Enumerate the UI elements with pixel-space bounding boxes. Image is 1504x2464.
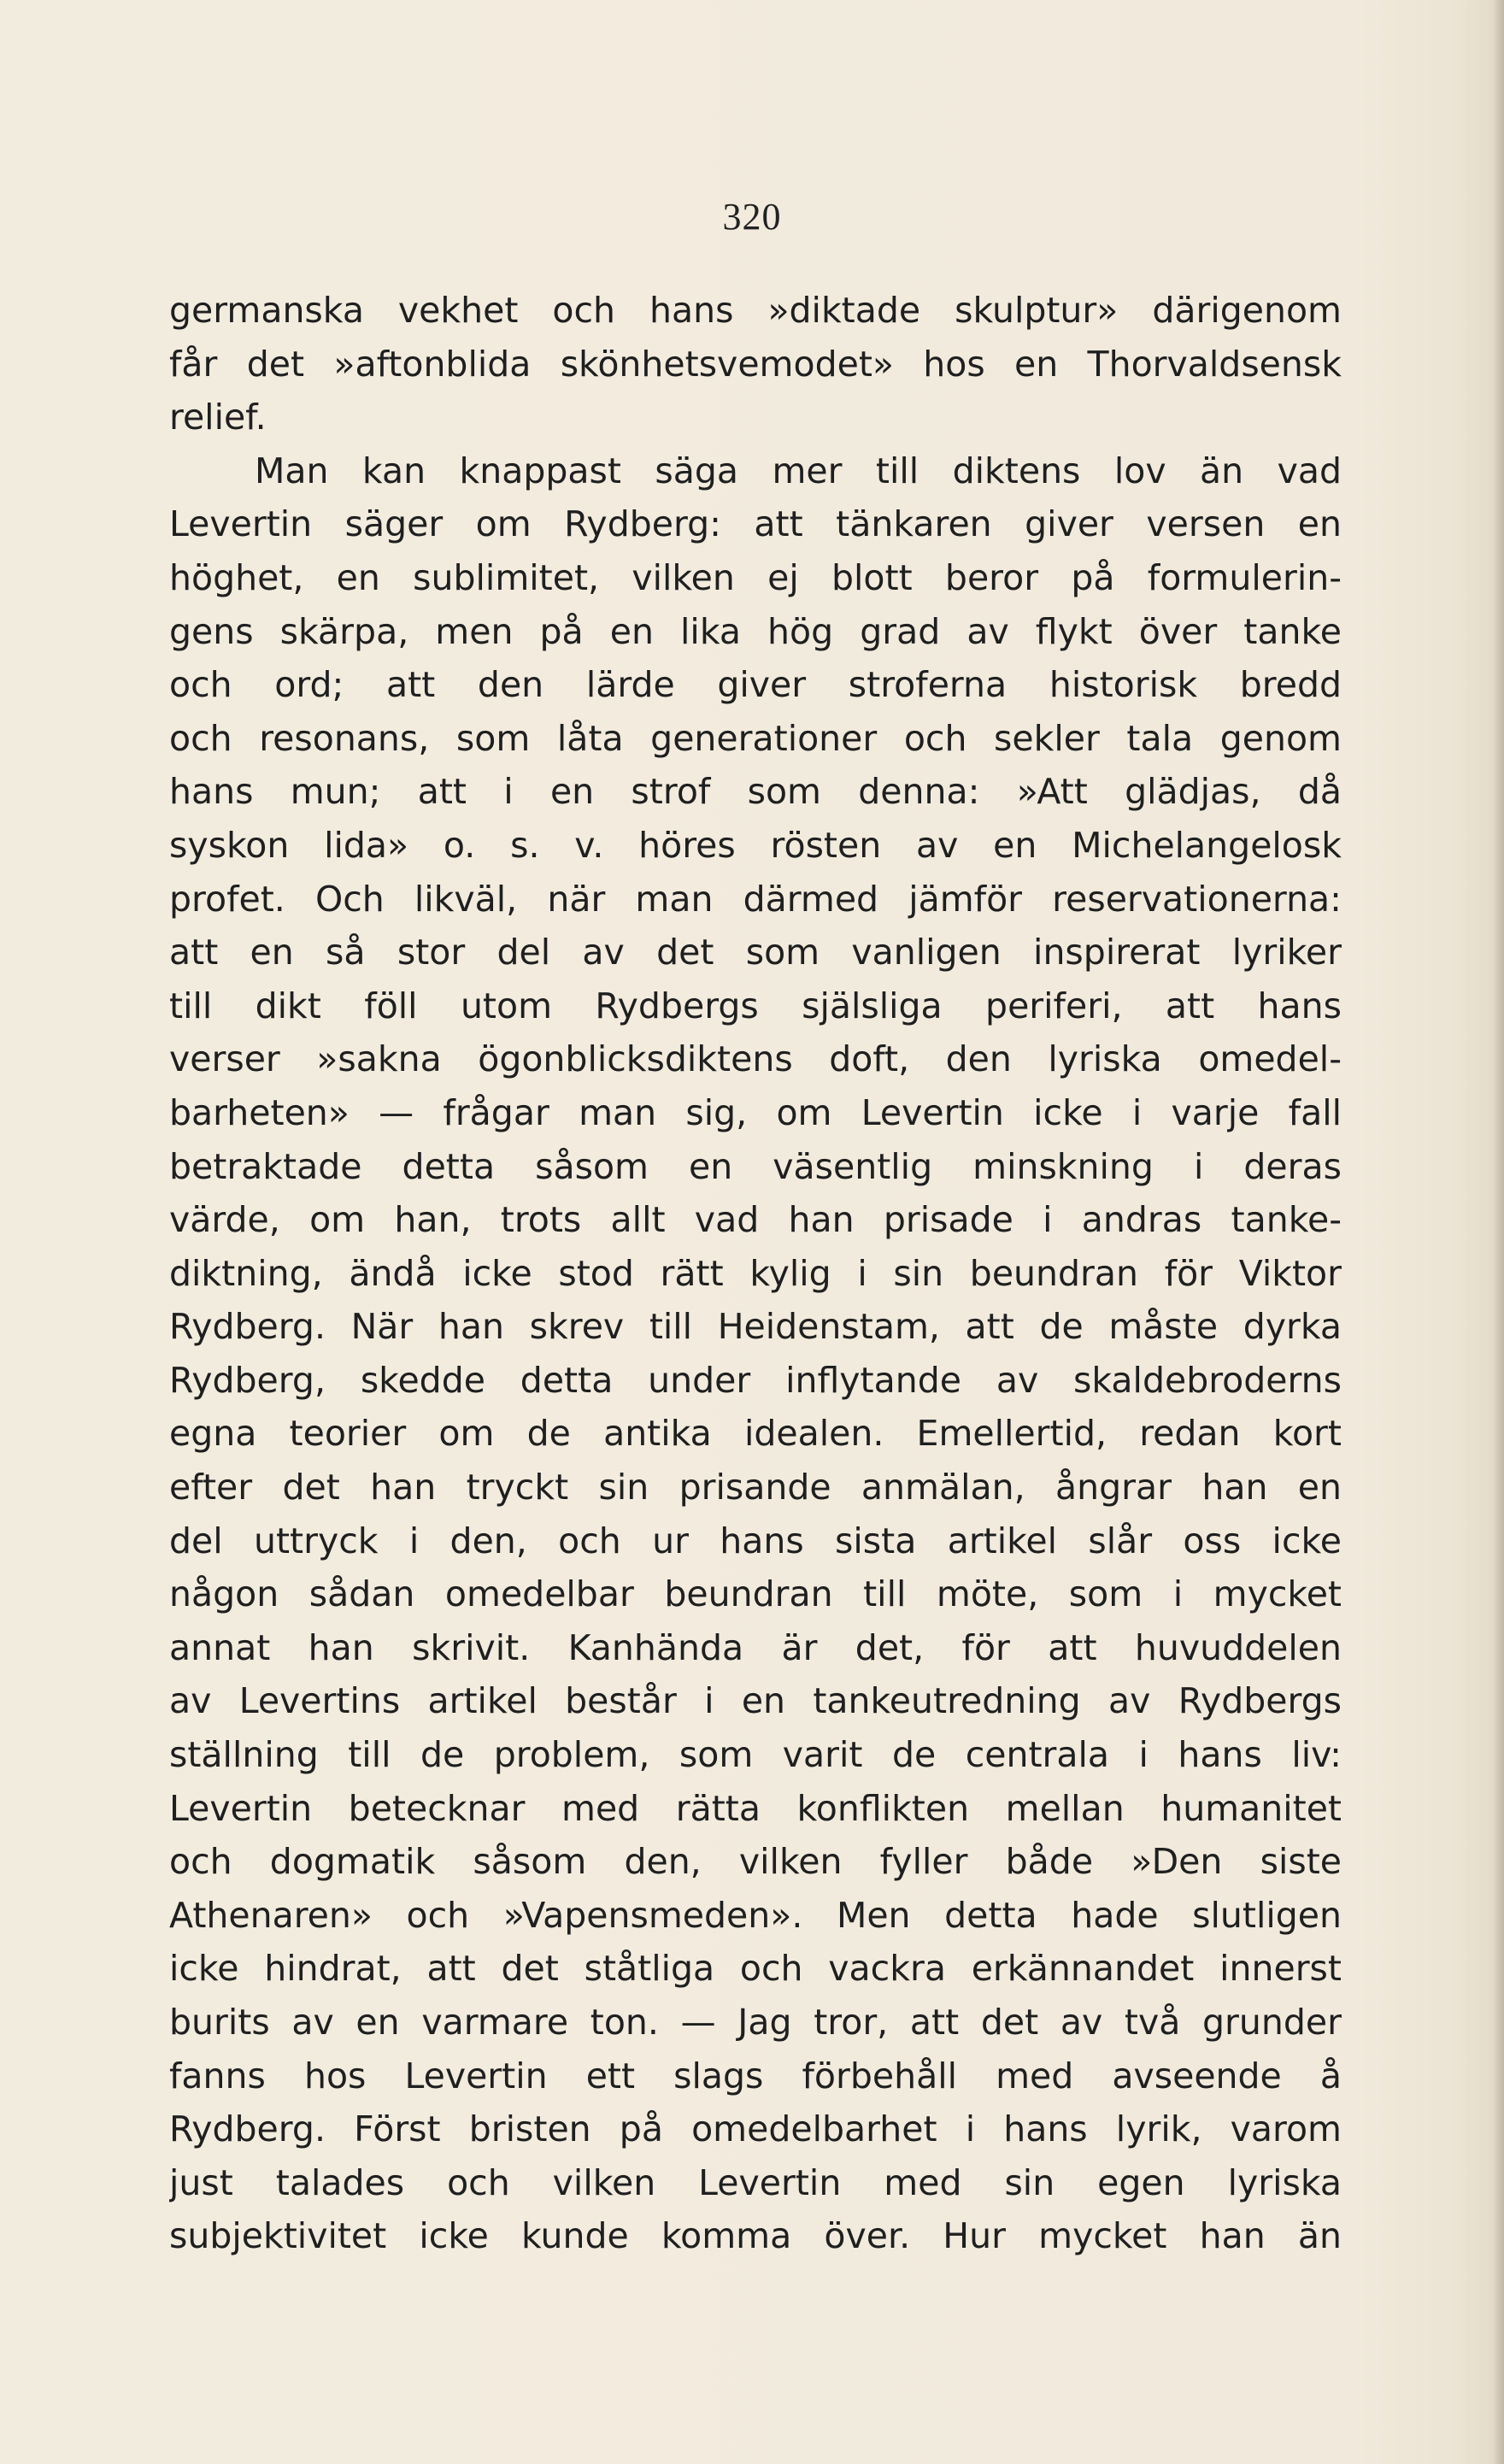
text-line: subjektivitet icke kunde komma över. Hur mycket han än	[169, 2215, 1342, 2257]
text-line: Man kan knappast säga mer till diktens lov än vad	[255, 450, 1342, 491]
text-line: Rydberg, skedde detta under inflytande av skaldebroderns	[169, 1359, 1342, 1401]
text-line: barheten» — frågar man sig, om Levertin icke i varje fall	[169, 1091, 1342, 1133]
text-line: annat han skrivit. Kanhända är det, för att huvuddelen	[169, 1626, 1342, 1668]
text-line: hans mun; att i en strof som denna: »Att glädjas, då	[169, 771, 1342, 813]
text-line: burits av en varmare ton. — Jag tror, att det av två grunder	[169, 2002, 1342, 2043]
text-line: höghet, en sublimitet, vilken ej blott beror på formulerin-	[169, 556, 1342, 598]
text-line: till dikt föll utom Rydbergs själsliga periferi, att hans	[169, 985, 1342, 1026]
body-text	[169, 284, 1342, 2263]
text-line: av Levertins artikel består i en tankeutredning av Rydbergs	[169, 1680, 1342, 1722]
text-line: att en så stor del av det som vanligen inspirerat lyriker	[169, 932, 1342, 973]
text-line: relief.	[169, 397, 267, 438]
text-line: någon sådan omedelbar beundran till möte, som i mycket	[169, 1573, 1342, 1615]
text-line: just talades och vilken Levertin med sin egen lyriska	[169, 2161, 1342, 2203]
text-line: värde, om han, trots allt vad han prisade i andras tanke-	[169, 1199, 1342, 1241]
text-line: gens skärpa, men på en lika hög grad av flykt över tanke	[169, 610, 1342, 652]
text-line: profet. Och likväl, när man därmed jämför reservationerna:	[169, 878, 1342, 920]
text-line: fanns hos Levertin ett slags förbehåll med avseende å	[169, 2055, 1342, 2096]
text-line: Rydberg. När han skrev till Heidenstam, att de måste dyrka	[169, 1306, 1342, 1348]
text-line: och dogmatik såsom den, vilken fyller både »Den siste	[169, 1841, 1342, 1883]
text-line: diktning, ändå icke stod rätt kylig i sin beundran för Viktor	[169, 1252, 1342, 1294]
text-line: Levertin betecknar med rätta konflikten mellan humanitet	[169, 1787, 1342, 1829]
page-number: 320	[722, 196, 782, 238]
text-line: icke hindrat, att det ståtliga och vackra erkännandet innerst	[169, 1948, 1342, 1990]
text-line: får det »aftonblida skönhetsvemodet» hos en Thorvaldsensk	[169, 343, 1342, 385]
text-line: betraktade detta såsom en väsentlig minskning i deras	[169, 1145, 1342, 1187]
page-edge-shadow	[1492, 0, 1504, 2464]
text-line: Levertin säger om Rydberg: att tänkaren giver versen en	[169, 503, 1342, 545]
text-line: egna teorier om de antika idealen. Emellertid, redan kort	[169, 1413, 1342, 1455]
text-line: del uttryck i den, och ur hans sista artikel slår oss icke	[169, 1520, 1342, 1561]
text-line: ställning till de problem, som varit de centrala i hans liv:	[169, 1734, 1342, 1776]
text-line: verser »sakna ögonblicksdiktens doft, den lyriska omedel-	[169, 1038, 1342, 1080]
text-line: germanska vekhet och hans »diktade skulptur» därigenom	[169, 290, 1342, 331]
text-line: och ord; att den lärde giver stroferna historisk bredd	[169, 664, 1342, 706]
text-line: syskon lida» o. s. v. höres rösten av en Michelangelosk	[169, 824, 1342, 866]
text-line: Rydberg. Först bristen på omedelbarhet i hans lyrik, varom	[169, 2108, 1342, 2150]
text-line: efter det han tryckt sin prisande anmälan, ångrar han en	[169, 1467, 1342, 1508]
text-line: och resonans, som låta generationer och sekler tala genom	[169, 717, 1342, 759]
text-line: Athenaren» och »Vapensmeden». Men detta hade slutligen	[169, 1894, 1342, 1936]
